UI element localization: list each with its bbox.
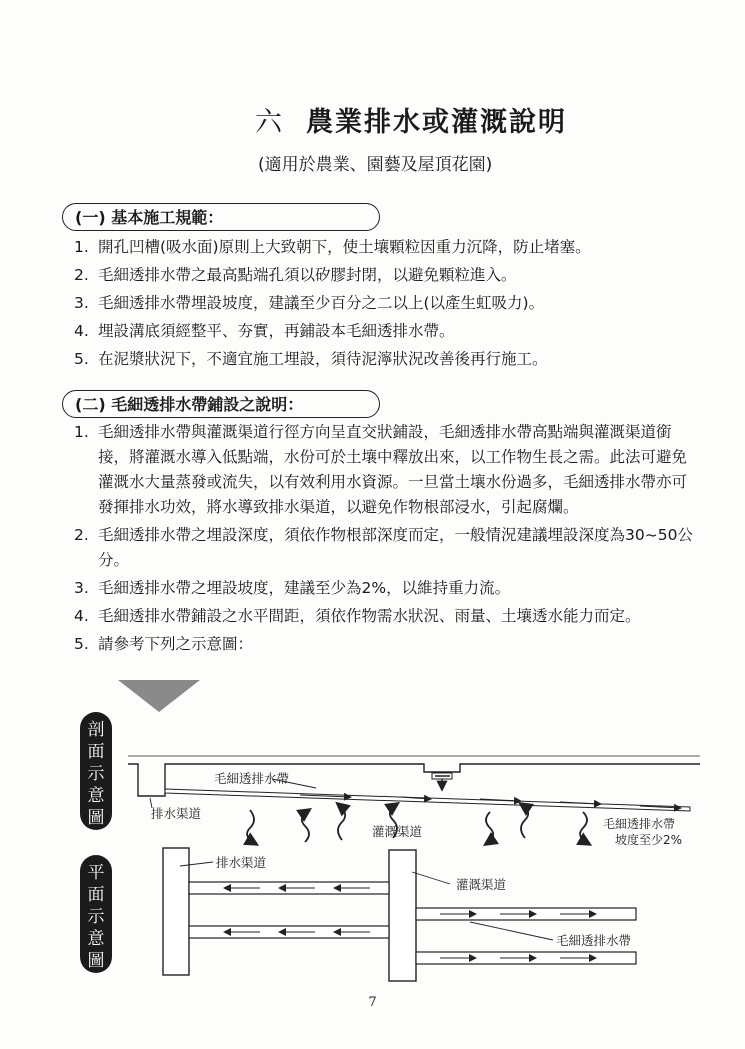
item-text: 開孔凹槽(吸水面)原則上大致朝下，使土壤顆粒因重力沉降，防止堵塞。 [98,238,591,256]
item-number: 4. [74,322,89,340]
page-subtitle: (適用於農業、園藝及屋頂花園) [258,155,493,175]
label-slope-value: 坡度至少2% [615,833,683,847]
label-plan-irrigation-channel: 灌溉渠道 [456,877,507,892]
section2-heading: (二) 毛細透排水帶鋪設之說明： [62,390,380,418]
section-view-label: 剖面示意圖 [87,720,105,828]
plan-view-label: 平面示意圖 [87,863,105,971]
item-number: 2. [74,266,89,284]
item-text: 毛細透排水帶鋪設之水平間距，須依作物需水狀況、雨量、土壤透水能力而定。 [98,607,641,625]
label-slope-strip: 毛細透排水帶 [603,817,676,831]
section-drain-strip [165,789,690,811]
label-plan-drain-channel: 排水渠道 [216,855,267,870]
label-plan-drain-strip: 毛細透排水帶 [556,933,632,948]
item-text: 請參考下列之示意圖： [98,635,254,653]
item-number: 5. [74,350,89,368]
item-text: 毛細透排水帶之埋設坡度，建議至少為2%，以維持重力流。 [98,579,511,597]
item-number: 3. [74,579,89,597]
item-number: 2. [74,526,89,544]
item-text: 毛細透排水帶與灌溉渠道行徑方向呈直交狀鋪設，毛細透排水帶高點端與灌溉渠道銜接，將灌溉水導入低點端，水份可於土壤中釋放出來，以工作物生長之需。此法可避免灌溉水大量蒸發或流失，以有效利用水資源。一旦當土壤水份過多，毛細透排水帶亦可發揮排水功效，將水導致排水渠道，以避免作物根部浸水，引起腐爛。 [98,423,688,516]
item-number: 4. [74,607,89,625]
section1-heading: (一) 基本施工規範： [62,203,380,231]
plan-irrigation-channel [389,850,416,981]
section-number: 六 [255,107,284,138]
item-text: 在泥漿狀況下，不適宜施工埋設，須待泥濘狀況改善後再行施工。 [98,350,548,368]
item-number: 5. [74,635,89,653]
plan-drain-channel [163,848,189,975]
label-irrigation-channel: 灌溉渠道 [372,824,423,839]
title-text: 農業排水或灌溉說明 [306,107,567,138]
item-text: 埋設溝底須經整平、夯實，再鋪設本毛細透排水帶。 [98,322,455,340]
label-drain-strip: 毛細透排水帶 [214,771,290,786]
item-number: 3. [74,294,89,312]
item-text: 毛細透排水帶埋設坡度，建議至少百分之二以上(以產生虹吸力)。 [98,294,545,312]
item-number: 1. [74,238,89,256]
item-text: 毛細透排水帶之最高點端孔須以矽膠封閉，以避免顆粒進入。 [98,266,517,284]
item-number: 1. [74,423,89,441]
label-drain-channel: 排水渠道 [151,806,202,821]
item-text: 毛細透排水帶之埋設深度，須依作物根部深度而定，一般情況建議埋設深度為30~50公分。 [98,526,693,569]
page-number: 7 [368,995,377,1010]
pointer-triangle [118,680,200,712]
